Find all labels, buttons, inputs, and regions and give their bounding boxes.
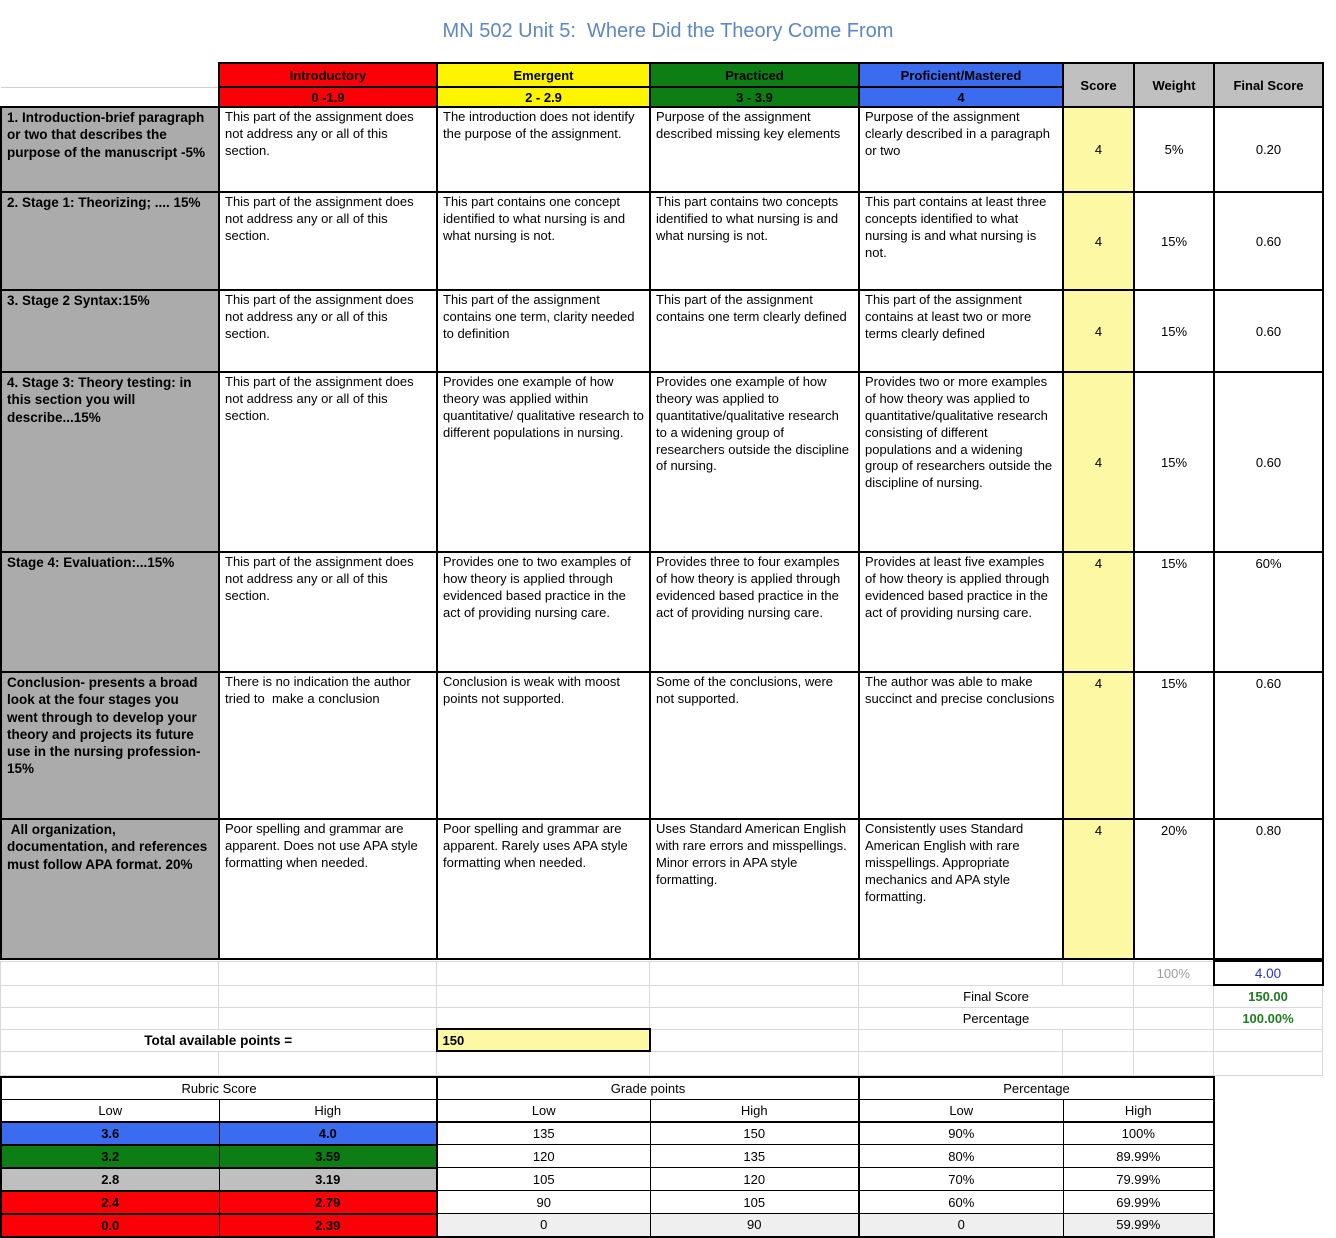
rubric-high-header: High: [219, 1099, 437, 1122]
lookup-row-gray: [1, 1168, 1214, 1191]
score-cell[interactable]: 4: [1063, 819, 1134, 959]
proficient-desc-cell: Provides at least five examples of how theory is applied through evidenced based practice in the act of providing nursing care.: [859, 552, 1063, 672]
proficient-desc-cell: This part of the assignment contains at least two or more terms clearly defined: [859, 290, 1063, 372]
rubric-row-stage4: [1, 552, 1323, 672]
level-header-introductory: Introductory: [219, 63, 437, 87]
criterion-cell: 4. Stage 3: Theory testing: in this section you will describe...15%: [1, 372, 219, 552]
percent-high-cell: 69.99%: [1063, 1191, 1214, 1214]
final-score-cell: 0.20: [1214, 107, 1323, 192]
practiced-desc-cell: Provides one example of how theory was applied to quantitative/qualitative research to a widening group of researchers outside the discipline of nursing.: [650, 372, 859, 552]
criterion-cell: Stage 4: Evaluation:...15%: [1, 552, 219, 672]
weight-cell: 15%: [1134, 672, 1214, 819]
level-range-practiced: 3 - 3.9: [650, 87, 859, 107]
grade-high-cell: 135: [650, 1145, 859, 1168]
lookup-row-red1: [1, 1191, 1214, 1214]
proficient-desc-cell: The author was able to make succinct and precise conclusions: [859, 672, 1063, 819]
empty-cell: [219, 1007, 437, 1029]
practiced-desc-cell: Provides three to four examples of how theory is applied through evidenced based practice in the act of providing nursing care.: [650, 552, 859, 672]
grade-high-cell: 150: [650, 1122, 859, 1145]
weight-total: 100%: [1134, 961, 1214, 985]
percent-low-cell: 60%: [859, 1191, 1063, 1214]
percent-high-cell: 59.99%: [1063, 1214, 1214, 1237]
rubric-low-cell: 3.6: [1, 1122, 219, 1145]
empty-cell: [1, 63, 219, 87]
lookup-subheader-row: [1, 1099, 1214, 1122]
empty-cell: [1063, 961, 1134, 985]
proficient-desc-cell: Consistently uses Standard American English with rare misspellings. Appropriate mechanics and APA style formatting.: [859, 819, 1063, 959]
empty-cell: [859, 961, 1063, 985]
empty-cell: [650, 1051, 859, 1075]
empty-cell: [437, 1051, 650, 1075]
lookup-row-red2: [1, 1214, 1214, 1237]
rubric-low-cell: 2.8: [1, 1168, 219, 1191]
empty-cell: [650, 1029, 859, 1051]
final-score-label: Final Score: [859, 985, 1134, 1007]
percent-low-cell: 90%: [859, 1122, 1063, 1145]
level-header-emergent: Emergent: [437, 63, 650, 87]
practiced-desc-cell: This part contains two concepts identified to what nursing is and what nursing is not.: [650, 192, 859, 290]
rubric-high-cell: 3.19: [219, 1168, 437, 1191]
lookup-row-blue: [1, 1122, 1214, 1145]
percentage-label: Percentage: [859, 1007, 1134, 1029]
rubric-low-cell: 0.0: [1, 1214, 219, 1237]
empty-cell: [650, 961, 859, 985]
empty-cell: [1, 985, 219, 1007]
lookup-row-green: [1, 1145, 1214, 1168]
empty-cell: [1063, 1029, 1134, 1051]
criterion-cell: 3. Stage 2 Syntax:15%: [1, 290, 219, 372]
introductory-desc-cell: This part of the assignment does not address any or all of this section.: [219, 192, 437, 290]
rubric-low-cell: 2.4: [1, 1191, 219, 1214]
emergent-desc-cell: This part of the assignment contains one term, clarity needed to definition: [437, 290, 650, 372]
empty-cell: [1134, 1051, 1214, 1075]
percent-low-header: Low: [859, 1099, 1063, 1122]
total-points-label: Total available points =: [1, 1029, 437, 1051]
emergent-desc-cell: This part contains one concept identified to what nursing is and what nursing is not.: [437, 192, 650, 290]
grade-high-cell: 120: [650, 1168, 859, 1191]
grade-low-cell: 105: [437, 1168, 650, 1191]
empty-cell: [650, 985, 859, 1007]
empty-cell: [1, 1007, 219, 1029]
rubric-high-cell: 3.59: [219, 1145, 437, 1168]
page-title: MN 502 Unit 5: Where Did the Theory Come From: [442, 19, 894, 42]
empty-cell: [650, 1007, 859, 1029]
grade-low-cell: 135: [437, 1122, 650, 1145]
level-header-proficient: Proficient/Mastered: [859, 63, 1063, 87]
summary-section: [0, 960, 1324, 1076]
introductory-desc-cell: This part of the assignment does not address any or all of this section.: [219, 107, 437, 192]
emergent-desc-cell: Conclusion is weak with moost points not supported.: [437, 672, 650, 819]
rubric-low-cell: 3.2: [1, 1145, 219, 1168]
level-header-practiced: Practiced: [650, 63, 859, 87]
final-score-cell: 0.80: [1214, 819, 1323, 959]
grade-points-header: Grade points: [437, 1077, 859, 1100]
rubric-row-apa: [1, 819, 1323, 959]
rubric-low-header: Low: [1, 1099, 219, 1122]
weight-cell: 5%: [1134, 107, 1214, 192]
score-cell[interactable]: 4: [1063, 552, 1134, 672]
empty-cell: [219, 1051, 437, 1075]
score-cell[interactable]: 4: [1063, 107, 1134, 192]
rubric-table: [0, 62, 1324, 960]
empty-cell: [219, 961, 437, 985]
introductory-desc-cell: There is no indication the author tried to make a conclusion: [219, 672, 437, 819]
introductory-desc-cell: This part of the assignment does not address any or all of this section.: [219, 290, 437, 372]
percentage-row: [1, 1007, 1323, 1029]
proficient-desc-cell: Purpose of the assignment clearly described in a paragraph or two: [859, 107, 1063, 192]
score-column-header: Score: [1063, 63, 1134, 107]
grade-low-cell: 120: [437, 1145, 650, 1168]
empty-cell: [859, 1051, 1063, 1075]
weight-cell: 15%: [1134, 290, 1214, 372]
weight-cell: 15%: [1134, 192, 1214, 290]
rubric-row-conclusion: [1, 672, 1323, 819]
level-range-emergent: 2 - 2.9: [437, 87, 650, 107]
empty-cell: [1, 87, 219, 107]
score-total-selected-cell[interactable]: 4.00: [1214, 961, 1323, 985]
percent-high-cell: 79.99%: [1063, 1168, 1214, 1191]
practiced-desc-cell: Purpose of the assignment described missing key elements: [650, 107, 859, 192]
rubric-row-stage3: [1, 372, 1323, 552]
grade-high-header: High: [650, 1099, 859, 1122]
weight-cell: 20%: [1134, 819, 1214, 959]
final-score-cell: 60%: [1214, 552, 1323, 672]
introductory-desc-cell: This part of the assignment does not address any or all of this section.: [219, 372, 437, 552]
score-cell[interactable]: 4: [1063, 290, 1134, 372]
empty-cell: [1134, 985, 1214, 1007]
percent-low-cell: 70%: [859, 1168, 1063, 1191]
score-cell[interactable]: 4: [1063, 672, 1134, 819]
empty-cell: [1214, 1029, 1323, 1051]
total-points-input-cell[interactable]: 150: [437, 1029, 650, 1051]
proficient-desc-cell: Provides two or more examples of how theory was applied to quantitative/qualitative research consisting of different populations and a widening group of researchers outside the discipline of nursing.: [859, 372, 1063, 552]
totals-row: [1, 961, 1323, 985]
final-score-cell: 0.60: [1214, 290, 1323, 372]
emergent-desc-cell: The introduction does not identify the purpose of the assignment.: [437, 107, 650, 192]
introductory-desc-cell: This part of the assignment does not address any or all of this section.: [219, 552, 437, 672]
final-score-cell: 0.60: [1214, 372, 1323, 552]
grade-high-cell: 105: [650, 1191, 859, 1214]
final-score-value: 150.00: [1214, 985, 1323, 1007]
spacer-row: [1, 1051, 1323, 1075]
criterion-cell: 1. Introduction-brief paragraph or two that describes the purpose of the manuscript -5%: [1, 107, 219, 192]
final-score-cell: 0.60: [1214, 192, 1323, 290]
rubric-score-header: Rubric Score: [1, 1077, 437, 1100]
level-range-proficient: 4: [859, 87, 1063, 107]
rubric-row-stage2: [1, 290, 1323, 372]
emergent-desc-cell: Provides one to two examples of how theory is applied through evidenced based practice in the act of providing nursing care.: [437, 552, 650, 672]
weight-column-header: Weight: [1134, 63, 1214, 107]
final-score-column-header: Final Score: [1214, 63, 1323, 107]
grade-low-cell: 90: [437, 1191, 650, 1214]
rubric-high-cell: 4.0: [219, 1122, 437, 1145]
total-points-row: [1, 1029, 1323, 1051]
empty-cell: [1, 1051, 219, 1075]
practiced-desc-cell: Uses Standard American English with rare errors and misspellings. Minor errors in APA style formatting.: [650, 819, 859, 959]
level-range-introductory: 0 -1.9: [219, 87, 437, 107]
percent-high-header: High: [1063, 1099, 1214, 1122]
criterion-cell: Conclusion- presents a broad look at the four stages you went through to develop your theory and projects its future use in the nursing profession-15%: [1, 672, 219, 819]
empty-cell: [1214, 1051, 1323, 1075]
empty-cell: [437, 1007, 650, 1029]
percentage-header: Percentage: [859, 1077, 1214, 1100]
emergent-desc-cell: Poor spelling and grammar are apparent. Rarely uses APA style formatting when needed.: [437, 819, 650, 959]
score-cell[interactable]: 4: [1063, 372, 1134, 552]
rubric-row-stage1: [1, 192, 1323, 290]
criterion-cell: All organization, documentation, and references must follow APA format. 20%: [1, 819, 219, 959]
grade-low-cell: 0: [437, 1214, 650, 1237]
criterion-cell: 2. Stage 1: Theorizing; .... 15%: [1, 192, 219, 290]
score-lookup-table: [0, 1076, 1215, 1238]
grade-high-cell: 90: [650, 1214, 859, 1237]
empty-cell: [437, 985, 650, 1007]
weight-cell: 15%: [1134, 372, 1214, 552]
rubric-high-cell: 2.39: [219, 1214, 437, 1237]
proficient-desc-cell: This part contains at least three concepts identified to what nursing is and what nursing is not.: [859, 192, 1063, 290]
grade-low-header: Low: [437, 1099, 650, 1122]
empty-cell: [1063, 1051, 1134, 1075]
empty-cell: [219, 985, 437, 1007]
final-score-cell: 0.60: [1214, 672, 1323, 819]
percent-high-cell: 100%: [1063, 1122, 1214, 1145]
empty-cell: [1134, 1029, 1214, 1051]
percent-high-cell: 89.99%: [1063, 1145, 1214, 1168]
empty-cell: [1, 961, 219, 985]
weight-cell: 15%: [1134, 552, 1214, 672]
lookup-group-header-row: [1, 1077, 1214, 1100]
practiced-desc-cell: This part of the assignment contains one term clearly defined: [650, 290, 859, 372]
percentage-value: 100.00%: [1214, 1007, 1323, 1029]
percent-low-cell: 0: [859, 1214, 1063, 1237]
final-score-row: [1, 985, 1323, 1007]
percent-low-cell: 80%: [859, 1145, 1063, 1168]
empty-cell: [1134, 1007, 1214, 1029]
rubric-high-cell: 2.79: [219, 1191, 437, 1214]
emergent-desc-cell: Provides one example of how theory was applied within quantitative/ qualitative research to different populations in nursing.: [437, 372, 650, 552]
rubric-row-introduction: [1, 107, 1323, 192]
introductory-desc-cell: Poor spelling and grammar are apparent. Does not use APA style formatting when needed.: [219, 819, 437, 959]
empty-cell: [859, 1029, 1063, 1051]
practiced-desc-cell: Some of the conclusions, were not supported.: [650, 672, 859, 819]
empty-cell: [437, 961, 650, 985]
score-cell[interactable]: 4: [1063, 192, 1134, 290]
